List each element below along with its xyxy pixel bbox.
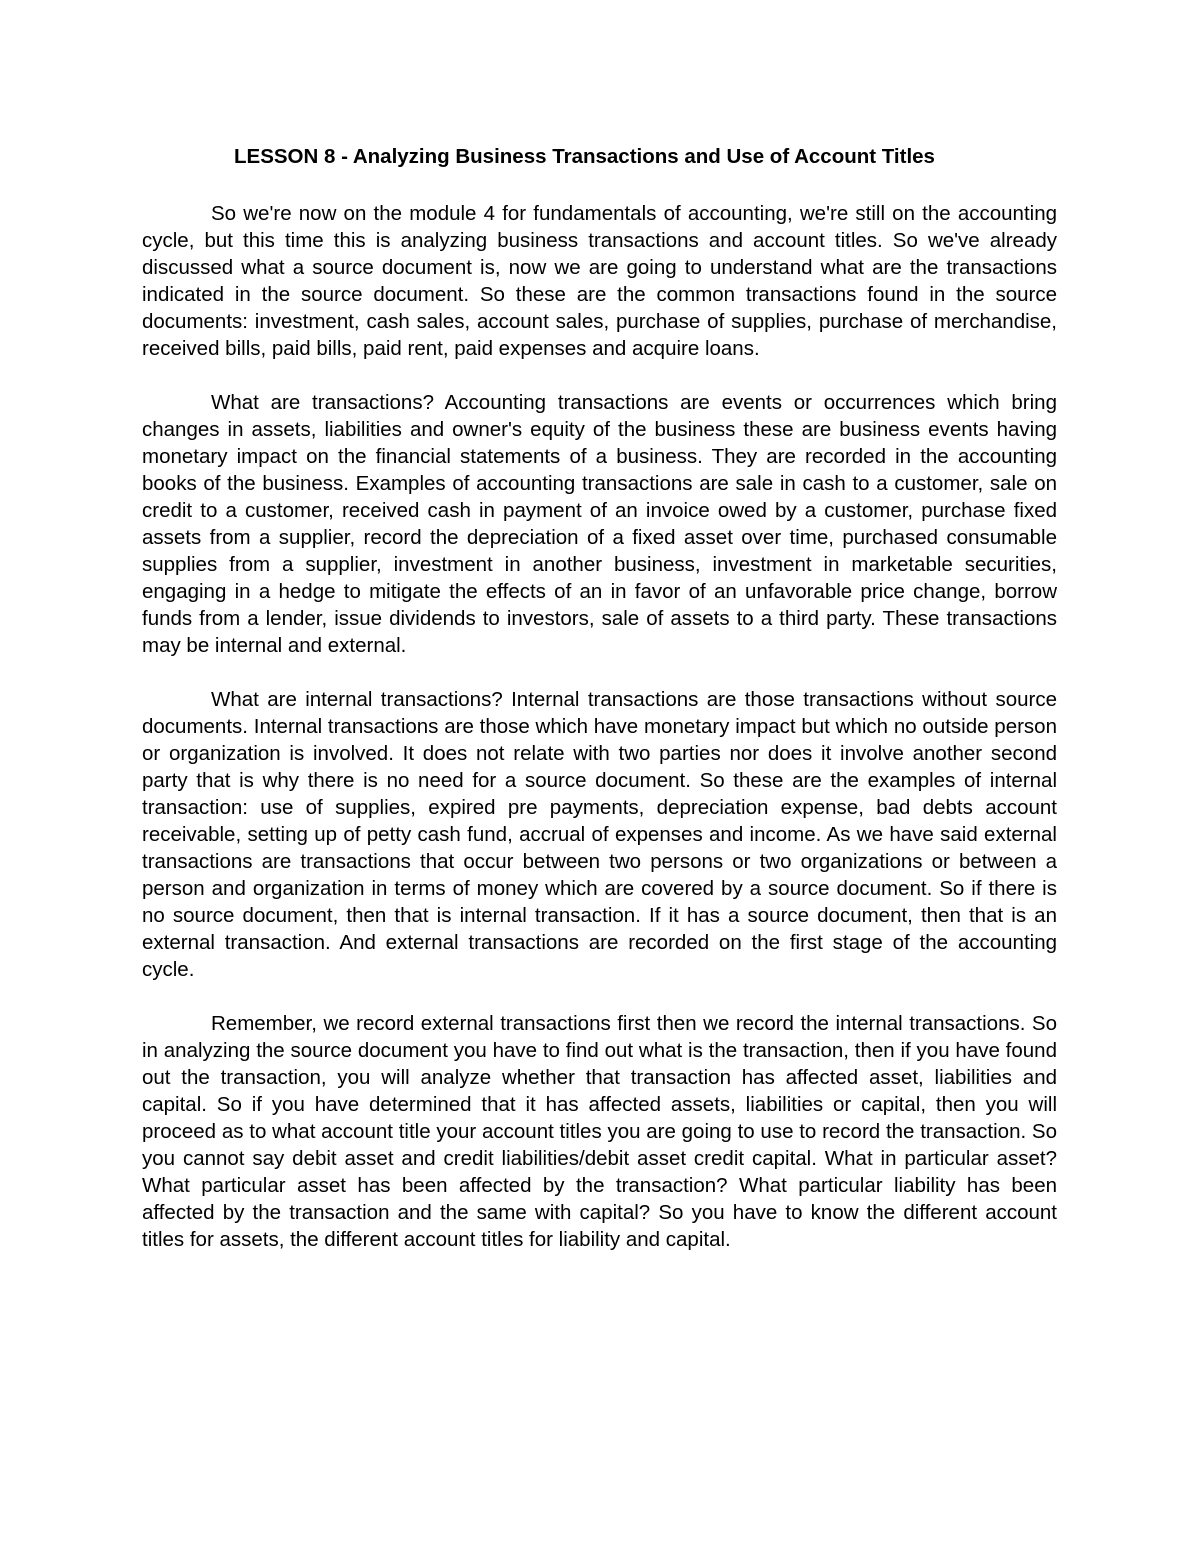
- lesson-title: LESSON 8 - Analyzing Business Transactions and Use of Account Titles: [234, 145, 935, 168]
- paragraph-transactions: What are transactions? Accounting transactions are events or occurrences which bring changes in assets, liabilities and owner's equity of the business these are business events having monetary impact on the financial statements of a business. They are recorded in the accounting books of the business. Examples of accounting transactions are sale in cash to a customer, sale on credit to a customer, received cash in payment of an invoice owed by a customer, purchase fixed assets from a supplier, record the depreciation of a fixed asset over time, purchased consumable supplies from a supplier, investment in another business, investment in marketable securities, engaging in a hedge to mitigate the effects of an in favor of an unfavorable price change, borrow funds from a lender, issue dividends to investors, sale of assets to a third party. These transactions may be internal and external.: [142, 391, 1057, 657]
- paragraph-recording: Remember, we record external transactions first then we record the internal transactions. So in analyzing the source document you have to find out what is the transaction, then if you have found out the transaction, you will analyze whether that transaction has affected asset, liabilities and capital. So if you have determined that it has affected assets, liabilities or capital, then you will proceed as to what account title your account titles you are going to use to record the transaction. So you cannot say debit asset and credit liabilities/debit asset credit capital. What in particular asset? What particular asset has been affected by the transaction? What particular liability has been affected by the transaction and the same with capital? So you have to know the different account titles for assets, the different account titles for liability and capital.: [142, 1012, 1057, 1251]
- paragraph-internal-transactions: What are internal transactions? Internal transactions are those transactions without source documents. Internal transactions are those which have monetary impact but which no outside person or organization is involved. It does not relate with two parties nor does it involve another second party that is why there is no need for a source document. So these are the examples of internal transaction: use of supplies, expired pre payments, depreciation expense, bad debts account receivable, setting up of petty cash fund, accrual of expenses and income. As we have said external transactions are transactions that occur between two persons or two organizations or between a person and organization in terms of money which are covered by a source document. So if there is no source document, then that is internal transaction. If it has a source document, then that is an external transaction. And external transactions are recorded on the first stage of the accounting cycle.: [142, 688, 1057, 981]
- paragraph-intro: So we're now on the module 4 for fundamentals of accounting, we're still on the accounting cycle, but this time this is analyzing business transactions and account titles. So we've already discussed what a source document is, now we are going to understand what are the transactions indicated in the source document. So these are the common transactions found in the source documents: investment, cash sales, account sales, purchase of supplies, purchase of merchandise, received bills, paid bills, paid rent, paid expenses and acquire loans.: [142, 202, 1057, 360]
- document-body: [142, 140, 1057, 1280]
